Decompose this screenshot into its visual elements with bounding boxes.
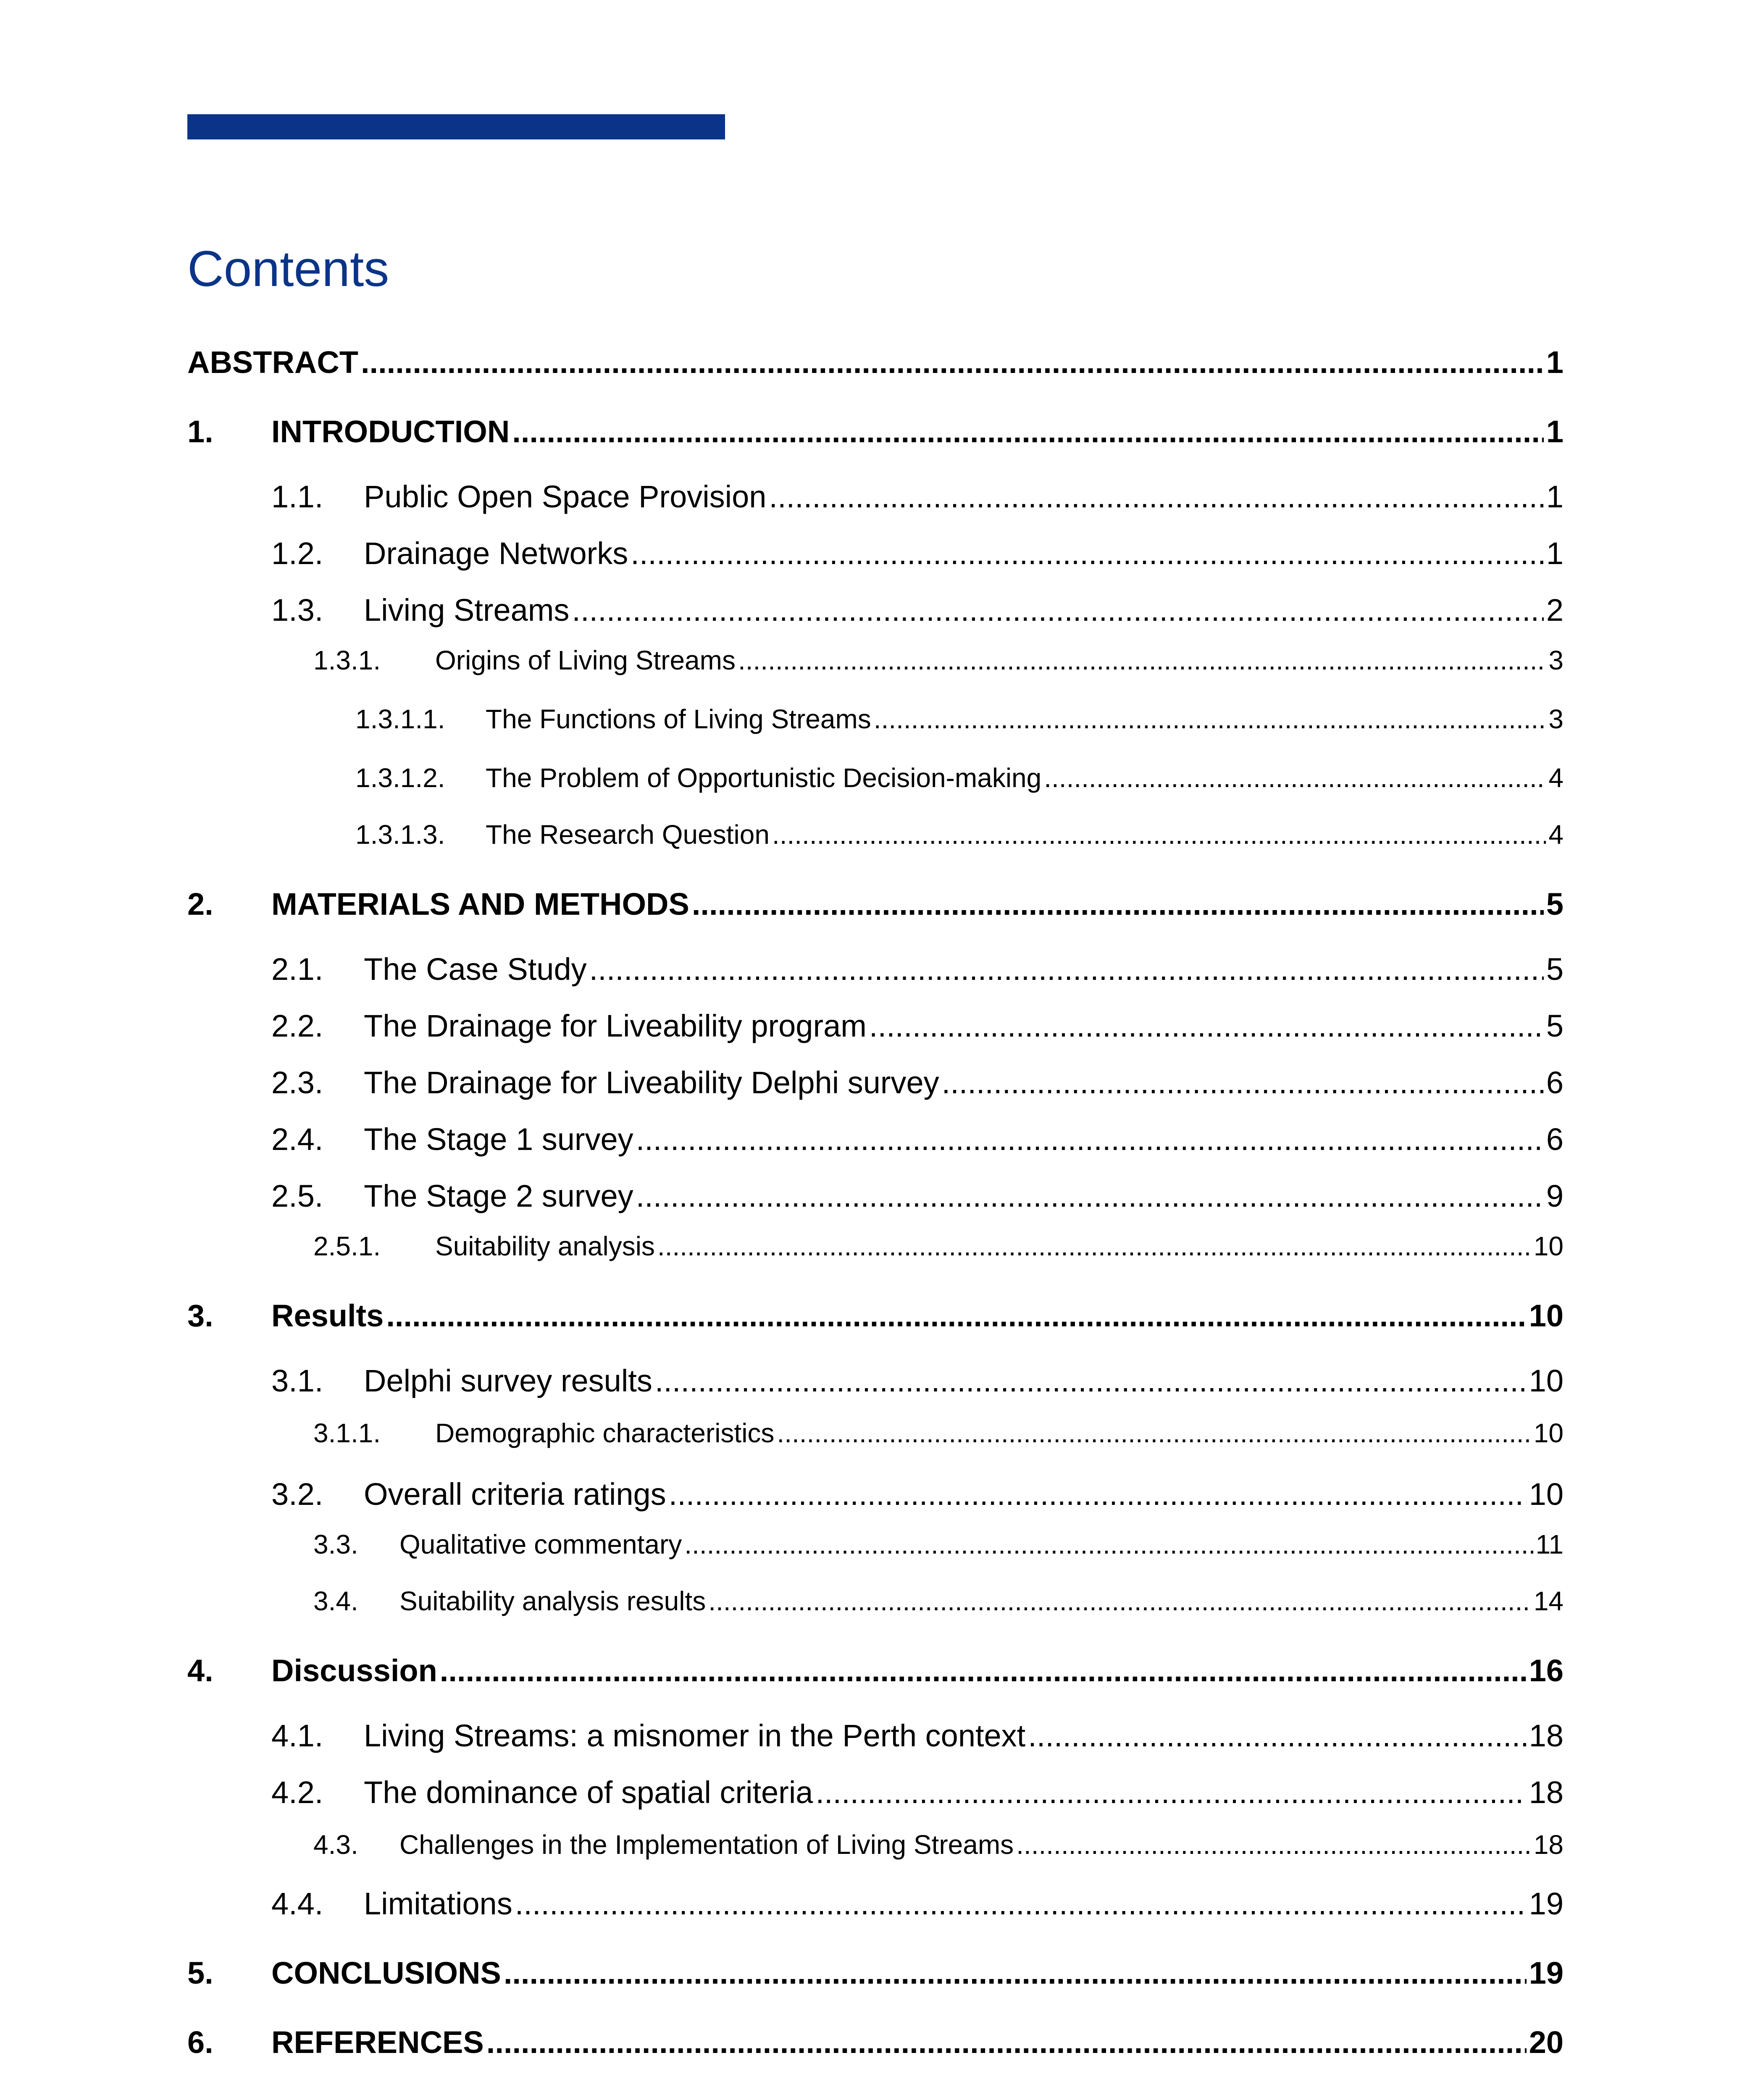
toc-dot-leader [504,1955,1527,1991]
toc-dot-leader [589,951,1544,987]
toc-dot-leader [636,1178,1544,1214]
toc-entry-page-number: 11 [1535,1529,1564,1559]
toc-dot-leader [655,1363,1527,1399]
toc-entry-page-number: 20 [1529,2025,1564,2060]
toc-dot-leader [386,1298,1526,1334]
toc-entry[interactable] [187,1955,1564,1991]
toc-entry-label: Qualitative commentary [399,1529,682,1559]
toc-entry-page-number: 5 [1546,887,1564,921]
toc-entry-number: 1.3.1.1. [355,704,445,734]
toc-entry-label: The Research Question [486,819,770,850]
toc-entry-number: 4.4. [271,1886,323,1921]
toc-dot-leader [777,1418,1531,1449]
toc-entry-label: Delphi survey results [364,1363,652,1398]
toc-entry[interactable] [271,1178,1564,1214]
toc-entry[interactable] [271,592,1564,628]
toc-entry-number: 6. [187,2025,213,2060]
toc-entry[interactable] [271,536,1564,571]
toc-dot-leader [1044,762,1546,793]
toc-entry[interactable] [271,1065,1564,1100]
toc-entry-number: 2.5. [271,1179,323,1213]
toc-entry-label: The Stage 2 survey [364,1179,633,1213]
toc-entry[interactable] [313,1829,1564,1860]
toc-entry-number: 3.4. [313,1586,358,1616]
toc-entry-number: 3.1.1. [313,1418,381,1448]
toc-dot-leader [869,1008,1544,1044]
toc-entry-label: The Functions of Living Streams [486,704,871,734]
toc-dot-leader [684,1529,1533,1560]
toc-entry-label: Demographic characteristics [435,1418,775,1448]
toc-entry-label: Results [271,1298,384,1333]
toc-entry-number: 4. [187,1653,213,1688]
toc-entry[interactable] [271,1718,1564,1754]
toc-entry-label: The Problem of Opportunistic Decision-making [486,763,1042,793]
toc-entry[interactable] [355,819,1564,850]
toc-entry[interactable] [355,762,1564,793]
toc-entry-number: 1.1. [271,479,323,514]
toc-dot-leader [942,1065,1544,1100]
toc-entry-label: Limitations [364,1886,512,1921]
toc-dot-leader [440,1653,1527,1688]
toc-entry-label: Public Open Space Provision [364,479,767,514]
toc-entry-label: REFERENCES [271,2025,484,2060]
toc-entry-page-number: 3 [1548,704,1564,734]
toc-entry[interactable] [271,1008,1564,1044]
toc-dot-leader [1028,1718,1526,1754]
toc-entry-page-number: 18 [1529,1775,1564,1810]
toc-entry-page-number: 5 [1546,952,1564,987]
toc-dot-leader [708,1586,1531,1617]
toc-entry-label: Challenges in the Implementation of Living Streams [399,1830,1014,1860]
toc-entry-page-number: 1 [1546,479,1564,514]
toc-entry-label: The dominance of spatial criteria [364,1775,813,1810]
toc-entry[interactable] [187,2024,1564,2060]
toc-entry[interactable] [313,1231,1564,1262]
toc-entry-label: The Drainage for Liveability Delphi survey [364,1065,939,1100]
toc-entry-page-number: 6 [1546,1065,1564,1100]
toc-entry-number: 3. [187,1298,213,1333]
toc-entry-page-number: 5 [1546,1008,1564,1043]
toc-entry[interactable] [187,344,1564,380]
toc-entry-label: The Stage 1 survey [364,1122,633,1157]
toc-entry-page-number: 19 [1529,1956,1564,1990]
toc-dot-leader [769,479,1543,514]
toc-dot-leader [486,2024,1527,2060]
toc-entry[interactable] [187,414,1564,449]
toc-entry-label: CONCLUSIONS [271,1956,501,1990]
toc-dot-leader [738,645,1546,676]
toc-entry-label: Origins of Living Streams [435,645,736,675]
toc-dot-leader [815,1774,1526,1810]
toc-entry[interactable] [313,645,1564,676]
toc-entry-number: 5. [187,1956,213,1990]
toc-dot-leader [692,886,1544,922]
toc-entry-number: 1.3. [271,593,323,627]
toc-entry-number: 1.2. [271,536,323,571]
toc-dot-leader [512,414,1544,449]
toc-entry[interactable] [313,1529,1564,1560]
toc-entry-page-number: 4 [1548,763,1564,793]
toc-entry-page-number: 4 [1548,819,1564,850]
header-accent-bar [187,114,725,139]
toc-entry-label: Suitability analysis [435,1231,655,1261]
toc-dot-leader [874,704,1546,735]
toc-entry-number: 2. [187,887,213,921]
toc-dot-leader [669,1476,1527,1512]
toc-entry-number: 1.3.1. [313,645,381,675]
toc-entry[interactable] [271,1476,1564,1512]
toc-entry-page-number: 19 [1529,1886,1564,1921]
toc-dot-leader [636,1121,1544,1157]
toc-entry-number: 2.4. [271,1122,323,1157]
toc-entry-page-number: 18 [1533,1830,1564,1860]
toc-entry-page-number: 2 [1546,593,1564,627]
toc-entry-number: 3.3. [313,1529,358,1559]
toc-entry[interactable] [313,1586,1564,1617]
toc-entry-label: Living Streams: a misnomer in the Perth context [364,1718,1026,1753]
toc-entry[interactable] [271,1121,1564,1157]
toc-entry-label: Drainage Networks [364,536,628,571]
toc-entry[interactable] [271,1886,1564,1922]
toc-entry-label: The Drainage for Liveability program [364,1008,867,1043]
toc-entry-page-number: 10 [1533,1231,1564,1261]
toc-entry-number: 4.2. [271,1775,323,1810]
page-title: Contents [187,241,389,297]
toc-entry-label: The Case Study [364,952,587,987]
toc-entry[interactable] [187,1298,1564,1334]
toc-entry-number: 1. [187,414,213,449]
toc-entry-label: Living Streams [364,593,570,627]
toc-entry-page-number: 18 [1529,1718,1564,1753]
toc-entry-page-number: 3 [1548,645,1564,675]
toc-entry-number: 2.1. [271,952,323,987]
toc-entry-number: 1.3.1.2. [355,763,445,793]
toc-entry-label: Overall criteria ratings [364,1477,666,1512]
toc-entry-page-number: 14 [1533,1586,1564,1616]
toc-entry-number: 2.3. [271,1065,323,1100]
toc-dot-leader [515,1886,1527,1922]
toc-entry-number: 4.3. [313,1830,358,1860]
toc-entry[interactable] [355,704,1564,735]
toc-dot-leader [572,592,1543,628]
toc-entry-number: 3.2. [271,1477,323,1512]
toc-entry-label: MATERIALS AND METHODS [271,887,689,921]
toc-entry-label: Suitability analysis results [399,1586,706,1616]
toc-dot-leader [657,1231,1531,1262]
toc-entry-page-number: 16 [1529,1653,1564,1688]
toc-entry-page-number: 1 [1546,345,1564,380]
toc-dot-leader [361,344,1544,380]
toc-entry-number: 2.5.1. [313,1231,381,1261]
toc-dot-leader [772,819,1546,850]
toc-entry-number: 1.3.1.3. [355,819,445,850]
toc-entry[interactable] [271,1363,1564,1399]
toc-entry-page-number: 6 [1546,1122,1564,1157]
toc-entry[interactable] [187,1653,1564,1688]
toc-entry[interactable] [271,479,1564,514]
toc-entry-label: INTRODUCTION [271,414,510,449]
toc-entry-page-number: 10 [1533,1418,1564,1448]
toc-entry-page-number: 1 [1546,414,1564,449]
toc-entry-page-number: 1 [1546,536,1564,571]
toc-entry-number: 2.2. [271,1008,323,1043]
toc-entry-label: Discussion [271,1653,437,1688]
toc-entry-label: ABSTRACT [187,345,358,380]
toc-entry-number: 4.1. [271,1718,323,1753]
toc-entry-number: 3.1. [271,1363,323,1398]
toc-entry-page-number: 9 [1546,1179,1564,1213]
toc-dot-leader [1016,1829,1531,1860]
toc-entry[interactable] [271,951,1564,987]
toc-entry[interactable] [313,1418,1564,1449]
toc-dot-leader [631,536,1544,571]
toc-entry[interactable] [187,886,1564,922]
toc-entry-page-number: 10 [1529,1477,1564,1512]
toc-entry-page-number: 10 [1529,1363,1564,1398]
toc-entry-page-number: 10 [1529,1298,1564,1333]
toc-entry[interactable] [271,1774,1564,1810]
